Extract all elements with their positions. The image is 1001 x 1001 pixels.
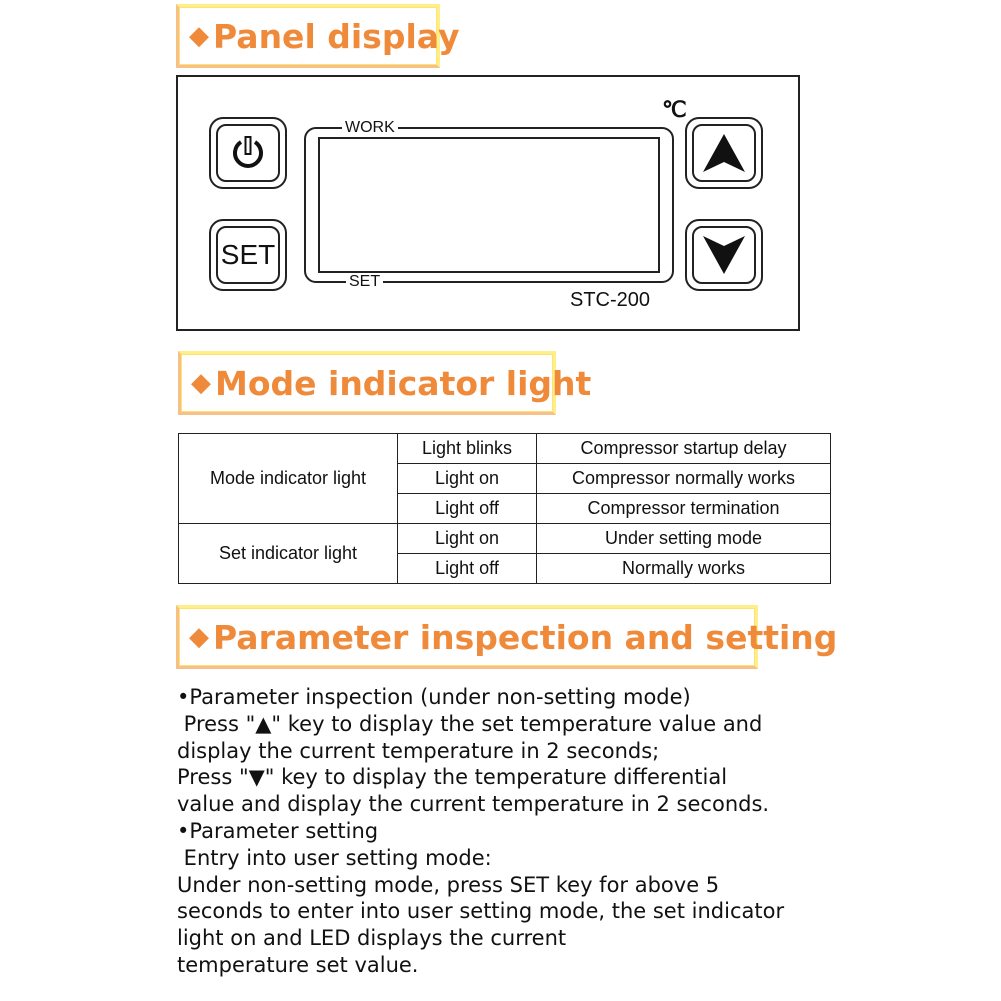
lcd-screen (318, 137, 660, 273)
celsius-unit: ℃ (662, 97, 687, 122)
text-line: •Parameter inspection (under non-setting mode) (177, 685, 691, 709)
table-cell: Light blinks (398, 434, 537, 464)
power-key[interactable] (209, 117, 287, 189)
text-line: display the current temperature in 2 seconds; (177, 738, 660, 763)
table-cell: Compressor startup delay (537, 434, 831, 464)
table-cell: Normally works (537, 554, 831, 584)
text-line: light on and LED displays the current (177, 926, 567, 951)
text-line: Press "▲" key to display the set temperature value and (177, 711, 763, 736)
arrow-down-icon (701, 234, 747, 276)
table-cell: Light off (398, 494, 537, 524)
text-line: temperature set value. (177, 952, 419, 977)
table-row (179, 434, 831, 464)
text-line: seconds to enter into user setting mode, the set indicator (177, 899, 785, 924)
table-cell: Set indicator light (179, 524, 398, 584)
mode-indicator-table (178, 433, 831, 584)
arrow-up-icon (701, 132, 747, 174)
section-title: Mode indicator light (215, 363, 592, 403)
diamond-icon: ◆ (191, 368, 211, 398)
table-cell: Light on (398, 464, 537, 494)
table-cell: Light on (398, 524, 537, 554)
down-key[interactable] (685, 219, 763, 291)
set-key[interactable] (209, 219, 287, 291)
model-label: STC-200 (570, 289, 651, 311)
power-icon (229, 134, 267, 172)
diamond-icon: ◆ (189, 622, 209, 652)
table-row (179, 524, 831, 554)
diamond-icon: ◆ (189, 21, 209, 51)
section-title: Panel display (213, 16, 460, 56)
section-title: Parameter inspection and setting (213, 617, 838, 657)
set-key-label: SET (220, 239, 276, 270)
work-indicator-label: WORK (342, 120, 398, 136)
text-line: Press "▼" key to display the temperature differential (177, 765, 728, 790)
section-header-mode-indicator (178, 351, 592, 415)
up-key[interactable] (685, 117, 763, 189)
table-cell: Compressor termination (537, 494, 831, 524)
text-line: Under non-setting mode, press SET key for above 5 (177, 872, 720, 897)
table-cell: Compressor normally works (537, 464, 831, 494)
text-line: •Parameter setting (177, 818, 379, 843)
table-cell: Under setting mode (537, 524, 831, 554)
text-line: Entry into user setting mode: (177, 845, 492, 870)
set-indicator-label: SET (346, 274, 383, 290)
controller-panel (176, 75, 800, 331)
instructions-text (177, 684, 977, 979)
table-cell: Mode indicator light (179, 434, 398, 524)
section-header-parameter-setting (176, 605, 838, 669)
text-line: value and display the current temperature in 2 seconds. (177, 792, 770, 817)
section-header-panel-display (176, 4, 460, 68)
lcd-display (304, 119, 674, 290)
table-cell: Light off (398, 554, 537, 584)
